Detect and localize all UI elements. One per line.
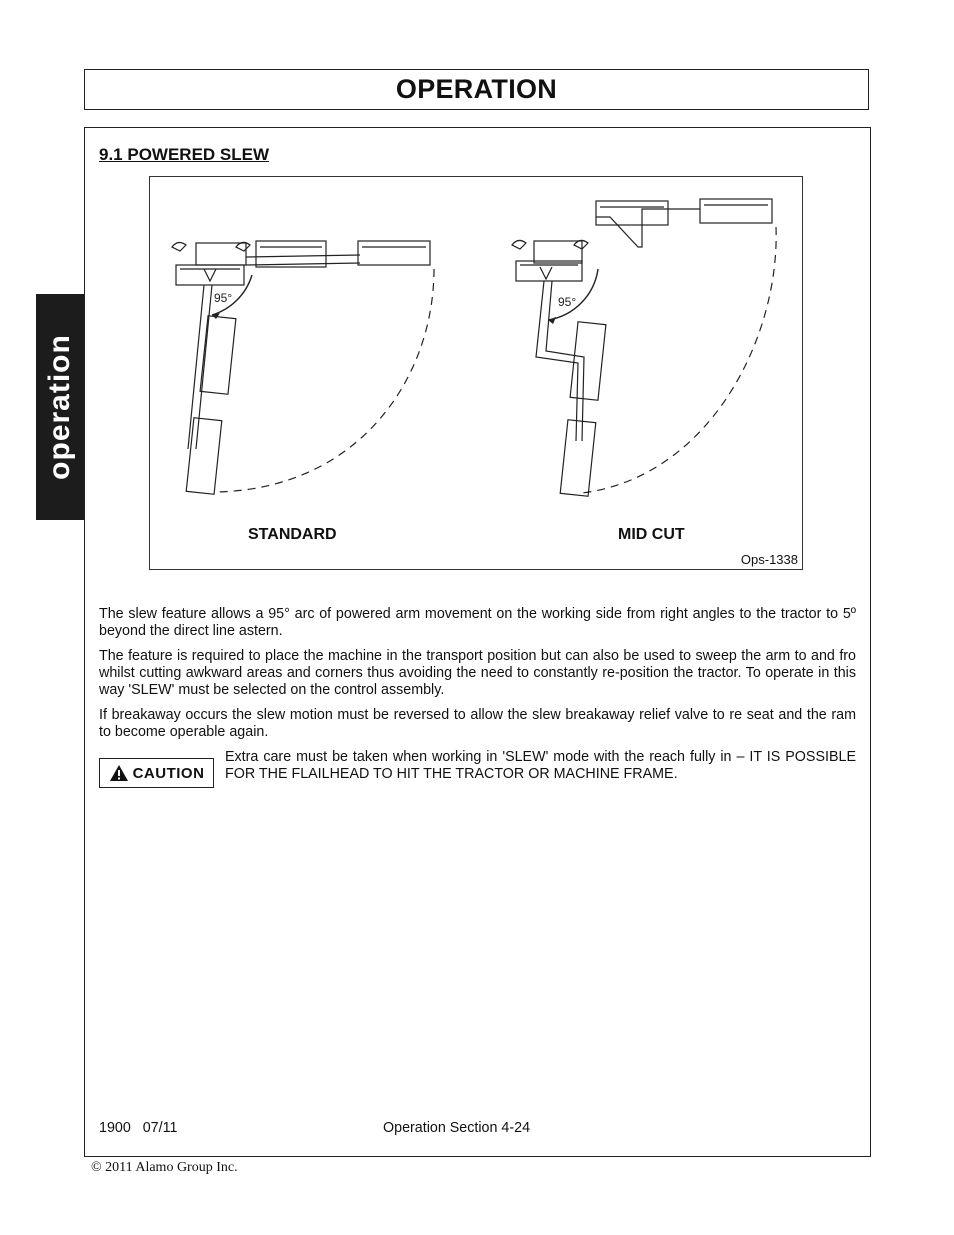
caution-text: Extra care must be taken when working in 'SLEW' mode with the reach fully in – IT IS POSSIBLE FOR THE FLAILHEAD TO HIT THE TRACTOR OR MACHINE FRAME.	[225, 749, 856, 782]
copyright-notice: © 2011 Alamo Group Inc.	[91, 1160, 238, 1175]
figure-reference: Ops-1338	[740, 552, 798, 567]
standard-sweep-path	[216, 269, 434, 492]
midcut-angle-label: 95°	[558, 295, 577, 309]
side-tab-label: operation	[43, 334, 77, 480]
paragraph-breakaway: If breakaway occurs the slew motion must be reversed to allow the slew breakaway relief valve to re seat and the ram to become operable again.	[99, 707, 856, 740]
midcut-sweep-path	[582, 227, 776, 493]
section-heading: 9.1 POWERED SLEW	[99, 145, 270, 164]
paragraph-slew-feature: The slew feature allows a 95° arc of powered arm movement on the working side from right angles to the tractor to 5º beyond the direct line astern.	[99, 606, 856, 639]
midcut-rear-arm	[536, 281, 606, 496]
paragraph-transport-position: The feature is required to place the machine in the transport position but can also be used to sweep the arm to and fro whilst cutting awkward areas and corners thus avoiding the need to constantly re-position the tractor. To operate in this way 'SLEW' must be selected on the control assembly.	[99, 648, 856, 698]
standard-tractor	[172, 242, 250, 285]
caution-label: CAUTION	[132, 764, 205, 782]
warning-triangle-icon	[109, 764, 129, 782]
side-section-tab	[36, 294, 84, 520]
content-panel	[84, 127, 871, 1157]
midcut-label: MID CUT	[618, 526, 685, 543]
standard-label: STANDARD	[248, 526, 337, 543]
footer-page-reference: Operation Section 4-24	[383, 1120, 531, 1136]
caution-badge	[99, 758, 214, 788]
midcut-transport-arm	[596, 199, 772, 247]
standard-rear-arm	[186, 285, 236, 494]
page-header	[84, 69, 869, 110]
standard-angle-label: 95°	[214, 291, 233, 305]
slew-diagram-figure	[149, 176, 803, 570]
slew-diagram	[150, 177, 802, 569]
midcut-tractor	[512, 240, 588, 281]
page-title: OPERATION	[395, 74, 558, 104]
footer-model-date: 1900 07/11	[99, 1120, 178, 1136]
standard-transport-arm	[246, 241, 430, 267]
